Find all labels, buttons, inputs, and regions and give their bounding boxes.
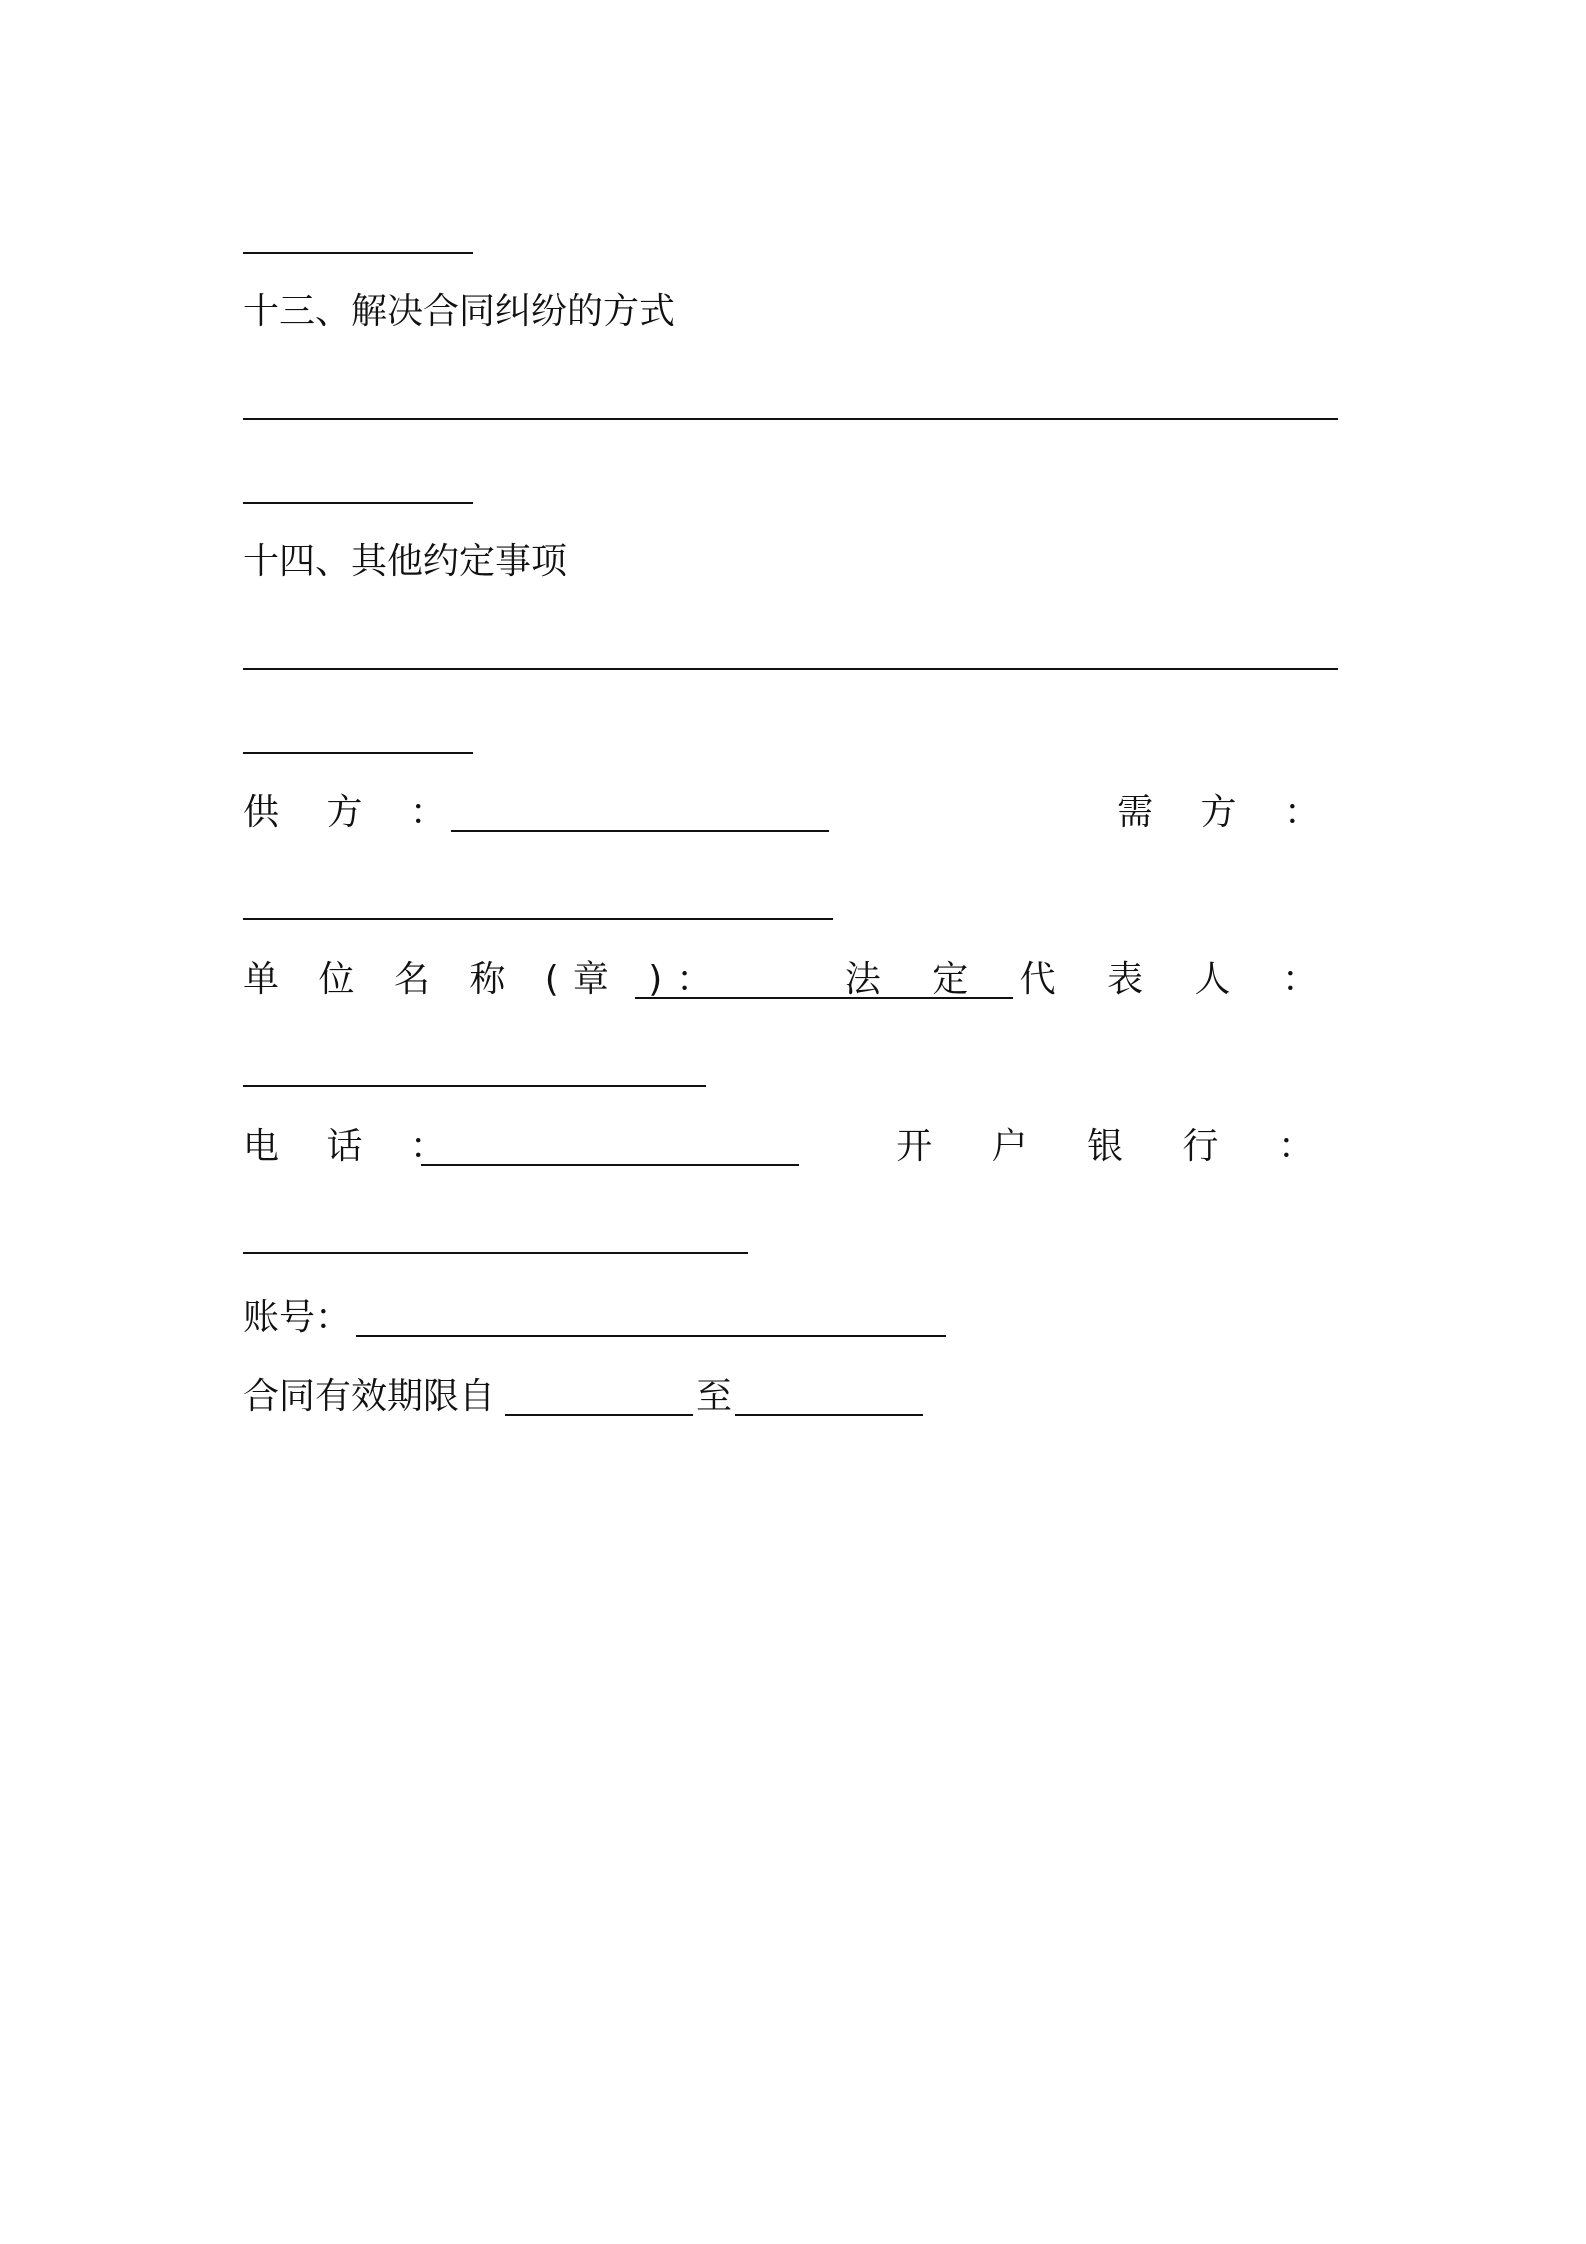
- supplier-field[interactable]: [451, 830, 829, 832]
- unit-row: [243, 955, 1338, 1005]
- section-14-heading: 十四、其他约定事项: [243, 541, 568, 582]
- account-label: 账号：: [243, 1297, 352, 1338]
- validity-end-field[interactable]: [735, 1414, 923, 1416]
- legal-rep-field[interactable]: [243, 1085, 706, 1087]
- party-row: [243, 788, 1338, 838]
- bank-label: 开 户 银 行 ：: [896, 1126, 1338, 1167]
- validity-mid-wrap: [696, 1372, 732, 1422]
- phone-label: 电 话 ：: [243, 1126, 464, 1167]
- bank-field[interactable]: [243, 1252, 748, 1254]
- section-13-heading: 十三、解决合同纠纷的方式: [243, 291, 676, 332]
- validity-prefix: 合同有效期限自: [243, 1376, 496, 1417]
- blank-line[interactable]: [243, 252, 473, 254]
- unit-name-label: 单 位 名 称 (章 )：: [243, 959, 727, 1000]
- buyer-label: 需 方 ：: [1117, 792, 1338, 833]
- section-14-blank-line[interactable]: [243, 668, 1338, 670]
- validity-start-field[interactable]: [505, 1414, 693, 1416]
- supplier-label: 供 方 ：: [243, 792, 464, 833]
- section-13-blank-line-short[interactable]: [243, 502, 473, 504]
- phone-row: [243, 1122, 1338, 1172]
- legal-rep-label: 法 定 代 表 人 ：: [844, 959, 1338, 1000]
- account-row: [243, 1293, 351, 1343]
- account-field[interactable]: [356, 1335, 946, 1337]
- section-14-blank-line-short[interactable]: [243, 752, 473, 754]
- section-13-blank-line[interactable]: [243, 418, 1338, 420]
- phone-field[interactable]: [421, 1164, 799, 1166]
- validity-mid: 至: [696, 1376, 733, 1417]
- validity-row: [243, 1372, 495, 1422]
- buyer-field[interactable]: [243, 918, 833, 920]
